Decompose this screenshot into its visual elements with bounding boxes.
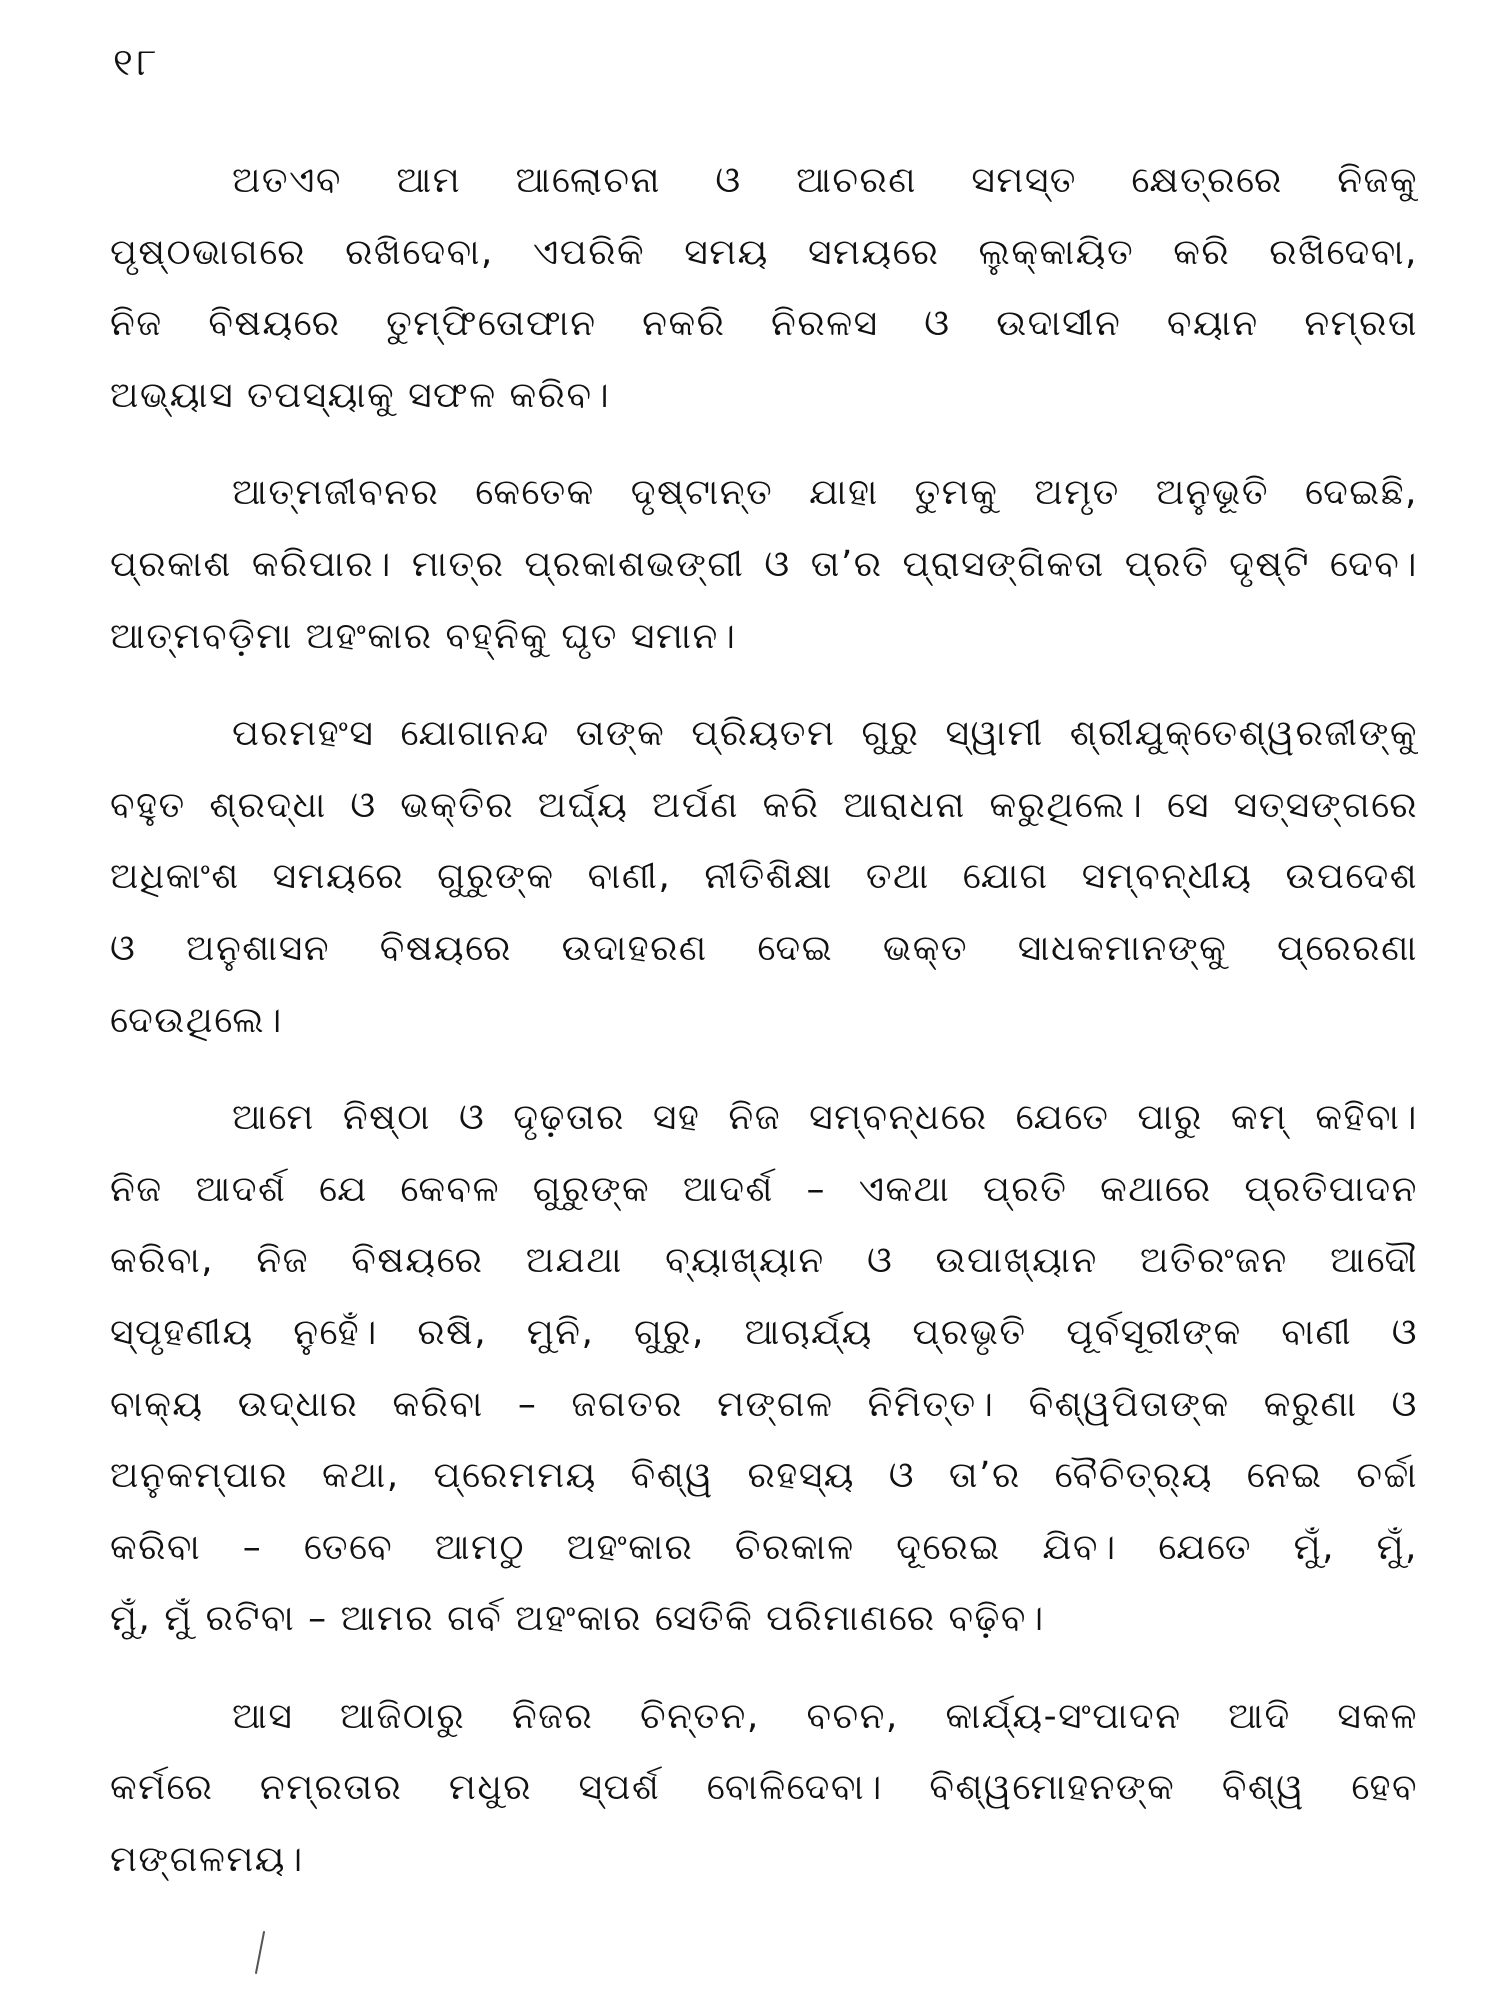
- pencil-mark: [252, 1930, 268, 1976]
- text-line: ଆତ୍ମବଡ଼ିମା ଅହଂକାର ବହ୍ନିକୁ ଘୃତ ସମାନ।: [110, 615, 737, 657]
- paragraph-4: [110, 1082, 1418, 1655]
- text-line: ସ୍ପୃହଣୀୟ ନୁହେଁ। ରଷି, ମୁନି, ଗୁରୁ, ଆଚାର୍ଯ୍ୟ ପ୍ରଭୃତି ପୂର୍ବସୂରୀଙ୍କ ବାଣୀ ଓ: [110, 1311, 1418, 1353]
- text-line: ବହୁତ ଶ୍ରଦ୍ଧା ଓ ଭକ୍ତିର ଅର୍ଘ୍ୟ ଅର୍ପଣ କରି ଆରାଧନା କରୁଥିଲେ। ସେ ସତ୍‌ସଙ୍ଗରେ: [110, 784, 1418, 826]
- text-line: ନିଜ ଆଦର୍ଶ ଯେ କେବଳ ଗୁରୁଙ୍କ ଆଦର୍ଶ – ଏକଥା ପ୍ରତି କଥାରେ ପ୍ରତିପାଦନ: [110, 1168, 1418, 1210]
- paragraph-5: [110, 1681, 1418, 1896]
- text-line: ଆସ ଆଜିଠାରୁ ନିଜର ଚିନ୍ତନ, ବଚନ, କାର୍ଯ୍ୟ-ସଂପାଦନ ଆଦି ସକଳ: [232, 1695, 1418, 1737]
- body-text: [110, 145, 1418, 1896]
- text-line: ଅତଏବ ଆମ ଆଲୋଚନା ଓ ଆଚରଣ ସମସ୍ତ କ୍ଷେତ୍ରରେ ନିଜକୁ: [232, 160, 1418, 201]
- text-line: ପ୍ରକାଶ କରିପାର। ମାତ୍ର ପ୍ରକାଶଭଙ୍ଗୀ ଓ ତା’ର ପ୍ରାସଙ୍ଗିକତା ପ୍ରତି ଦୃଷ୍ଟି ଦେବ।: [110, 543, 1418, 585]
- page-number: ୧୮: [113, 40, 161, 84]
- text-line: ଆମେ ନିଷ୍ଠା ଓ ଦୃଢ଼ତାର ସହ ନିଜ ସମ୍ବନ୍ଧରେ ଯେତେ ପାରୁ କମ୍ କହିବା।: [232, 1097, 1418, 1139]
- paragraph-1: [110, 145, 1418, 431]
- text-line: ବାକ୍ୟ ଉଦ୍ଧାର କରିବା – ଜଗତର ମଙ୍ଗଳ ନିମିତ୍ତ। ବିଶ୍ୱପିତାଙ୍କ କରୁଣା ଓ: [110, 1383, 1418, 1425]
- paragraph-2: [110, 457, 1418, 672]
- text-line: କରିବା, ନିଜ ବିଷୟରେ ଅଯଥା ବ୍ୟାଖ୍ୟାନ ଓ ଉପାଖ୍ୟାନ ଅତିରଂଜନ ଆଦୌ: [110, 1240, 1418, 1282]
- text-line: ନିଜ ବିଷୟରେ ତୁମ୍ଫିତୋଫାନ ନକରି ନିରଳସ ଓ ଉଦାସୀନ ବୟାନ ନମ୍ରତା: [110, 303, 1418, 345]
- paragraph-3: [110, 698, 1418, 1056]
- text-line: ଦେଉଥିଲେ।: [110, 999, 283, 1041]
- text-line: ପରମହଂସ ଯୋଗାନନ୍ଦ ତାଙ୍କ ପ୍ରିୟତମ ଗୁରୁ ସ୍ୱାମୀ ଶ୍ରୀଯୁକ୍ତେଶ୍ୱରଜୀଙ୍କୁ: [232, 713, 1418, 755]
- text-line: ଅନୁକମ୍ପାର କଥା, ପ୍ରେମମୟ ବିଶ୍ୱ ରହସ୍ୟ ଓ ତା’ର ବୈଚିତ୍ର୍ୟ ନେଇ ଚର୍ଚ୍ଚା: [110, 1455, 1418, 1497]
- text-line: ଓ ଅନୁଶାସନ ବିଷୟରେ ଉଦାହରଣ ଦେଇ ଭକ୍ତ ସାଧକମାନଙ୍କୁ ପ୍ରେରଣା: [110, 927, 1418, 969]
- text-line: ଅଭ୍ୟାସ ତପସ୍ୟାକୁ ସଫଳ କରିବ।: [110, 374, 611, 416]
- text-line: ପୃଷ୍ଠଭାଗରେ ରଖିଦେବା, ଏପରିକି ସମୟ ସମୟରେ ଲୁକ୍କାୟିତ କରି ରଖିଦେବା,: [110, 231, 1418, 273]
- text-line: କର୍ମରେ ନମ୍ରତାର ମଧୁର ସ୍ପର୍ଶ ବୋଳିଦେବା। ବିଶ୍ୱମୋହନଙ୍କ ବିଶ୍ୱ ହେବ: [110, 1767, 1418, 1809]
- text-line: ମଙ୍ଗଳମୟ।: [110, 1839, 304, 1881]
- text-line: କରିବା – ତେବେ ଆମଠୁ ଅହଂକାର ଚିରକାଳ ଦୂରେଇ ଯିବ। ଯେତେ ମୁଁ, ମୁଁ,: [110, 1526, 1418, 1568]
- text-line: ଆତ୍ମଜୀବନର କେତେକ ଦୃଷ୍ଟାନ୍ତ ଯାହା ତୁମକୁ ଅମୃତ ଅନୁଭୂତି ଦେଇଛି,: [232, 472, 1418, 514]
- text-line: ଅଧିକାଂଶ ସମୟରେ ଗୁରୁଙ୍କ ବାଣୀ, ନୀତିଶିକ୍ଷା ତଥା ଯୋଗ ସମ୍ବନ୍ଧୀୟ ଉପଦେଶ: [110, 856, 1418, 898]
- text-line: ମୁଁ, ମୁଁ ରଟିବା – ଆମର ଗର୍ବ ଅହଂକାର ସେତିକି ପରିମାଣରେ ବଢ଼ିବ।: [110, 1598, 1045, 1640]
